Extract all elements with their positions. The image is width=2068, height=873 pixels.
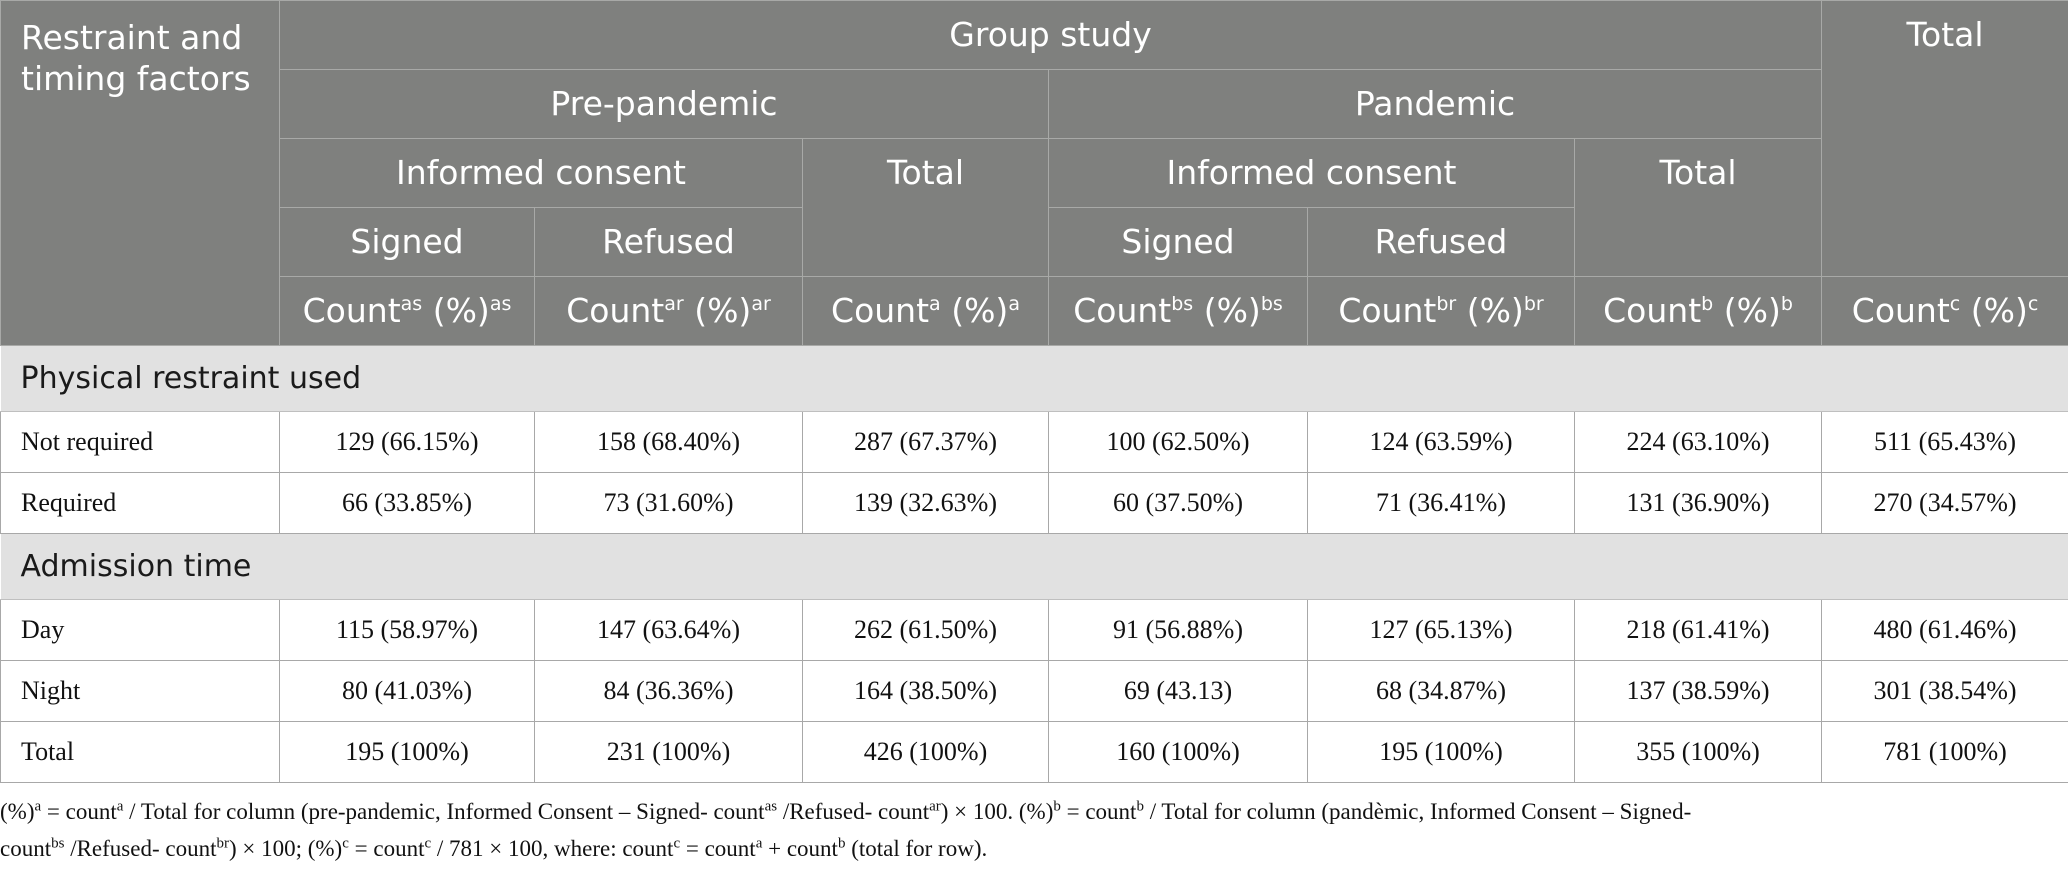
table-cell: 426 (100%) [803, 722, 1049, 783]
table-cell: 73 (31.60%) [535, 473, 803, 534]
pre-pandemic-header: Pre-pandemic [280, 70, 1049, 139]
pre-signed-header: Signed [280, 208, 535, 277]
table-cell: 129 (66.15%) [280, 412, 535, 473]
table-cell: 71 (36.41%) [1308, 473, 1575, 534]
row-label: Required [1, 473, 280, 534]
pandemic-header: Pandemic [1049, 70, 1822, 139]
table-row-night [1, 661, 2068, 722]
table-cell: 66 (33.85%) [280, 473, 535, 534]
table-cell: 160 (100%) [1049, 722, 1308, 783]
count-header-ar: Count$^{ar}$ (%)$^{ar}$ [535, 277, 803, 346]
section-row-admission-time [1, 534, 2068, 600]
table-cell: 60 (37.50%) [1049, 473, 1308, 534]
table-cell: 91 (56.88%) [1049, 600, 1308, 661]
table-cell: 115 (58.97%) [280, 600, 535, 661]
table-cell: 147 (63.64%) [535, 600, 803, 661]
table-cell: 80 (41.03%) [280, 661, 535, 722]
table-cell: 137 (38.59%) [1575, 661, 1822, 722]
count-header-b: Count$^b$ (%)$^b$ [1575, 277, 1822, 346]
grand-total-header: Total [1822, 1, 2068, 277]
pre-total-header: Total [803, 139, 1049, 277]
pan-total-header: Total [1575, 139, 1822, 277]
table-cell: 68 (34.87%) [1308, 661, 1575, 722]
row-label: Night [1, 661, 280, 722]
pre-informed-consent-header: Informed consent [280, 139, 803, 208]
table-cell: 270 (34.57%) [1822, 473, 2068, 534]
pan-informed-consent-header: Informed consent [1049, 139, 1575, 208]
table-row-not-required [1, 412, 2068, 473]
table-body [1, 346, 2068, 783]
count-header-a: Count$^a$ (%)$^a$ [803, 277, 1049, 346]
row-label: Total [1, 722, 280, 783]
table-cell: 158 (68.40%) [535, 412, 803, 473]
table-cell: 195 (100%) [1308, 722, 1575, 783]
count-header-br: Count$^{br}$ (%)$^{br}$ [1308, 277, 1575, 346]
table-cell: 231 (100%) [535, 722, 803, 783]
row-label-header: Restraint and timing factors [1, 1, 280, 346]
table-row-required [1, 473, 2068, 534]
row-label: Not required [1, 412, 280, 473]
count-header-bs: Count$^{bs}$ (%)$^{bs}$ [1049, 277, 1308, 346]
table-cell: 195 (100%) [280, 722, 535, 783]
table-header [1, 1, 2068, 346]
count-header-c: Count$^c$ (%)$^c$ [1822, 277, 2068, 346]
table-row-day [1, 600, 2068, 661]
table-cell: 124 (63.59%) [1308, 412, 1575, 473]
table-cell: 355 (100%) [1575, 722, 1822, 783]
table-cell: 139 (32.63%) [803, 473, 1049, 534]
section-title: Admission time [1, 534, 2068, 600]
table-footnote: (%)$^a$ = count$^a$ / Total for column (pre-pandemic, Informed Consent – Signed- count$^{as}$ /Refused- count$^{ar}$) × 100. (%)$^b$ = count$^b$ / Total for column (pandèmic, Informed Consent – Signed- count$^{bs}$ /Refused- count$^{br}$) × 100; (%)$^c$ = count$^c$ / 781 × 100, where: count$^c$ = count$^a$ + count$^b$ (total for row). [0, 798, 1692, 861]
table-cell: 301 (38.54%) [1822, 661, 2068, 722]
table-cell: 100 (62.50%) [1049, 412, 1308, 473]
table-cell: 287 (67.37%) [803, 412, 1049, 473]
table-cell: 131 (36.90%) [1575, 473, 1822, 534]
section-title: Physical restraint used [1, 346, 2068, 412]
pan-refused-header: Refused [1308, 208, 1575, 277]
table-cell: 262 (61.50%) [803, 600, 1049, 661]
table-cell: 127 (65.13%) [1308, 600, 1575, 661]
table-cell: 224 (63.10%) [1575, 412, 1822, 473]
table-row-total [1, 722, 2068, 783]
section-row-physical-restraint [1, 346, 2068, 412]
table-cell: 164 (38.50%) [803, 661, 1049, 722]
table-cell: 781 (100%) [1822, 722, 2068, 783]
table-cell: 69 (43.13) [1049, 661, 1308, 722]
pan-signed-header: Signed [1049, 208, 1308, 277]
table-cell: 84 (36.36%) [535, 661, 803, 722]
table-cell: 511 (65.43%) [1822, 412, 2068, 473]
table-cell: 218 (61.41%) [1575, 600, 1822, 661]
pre-refused-header: Refused [535, 208, 803, 277]
table-cell: 480 (61.46%) [1822, 600, 2068, 661]
count-header-as: Count$^{as}$ (%)$^{as}$ [280, 277, 535, 346]
row-label: Day [1, 600, 280, 661]
group-study-header: Group study [280, 1, 1822, 70]
